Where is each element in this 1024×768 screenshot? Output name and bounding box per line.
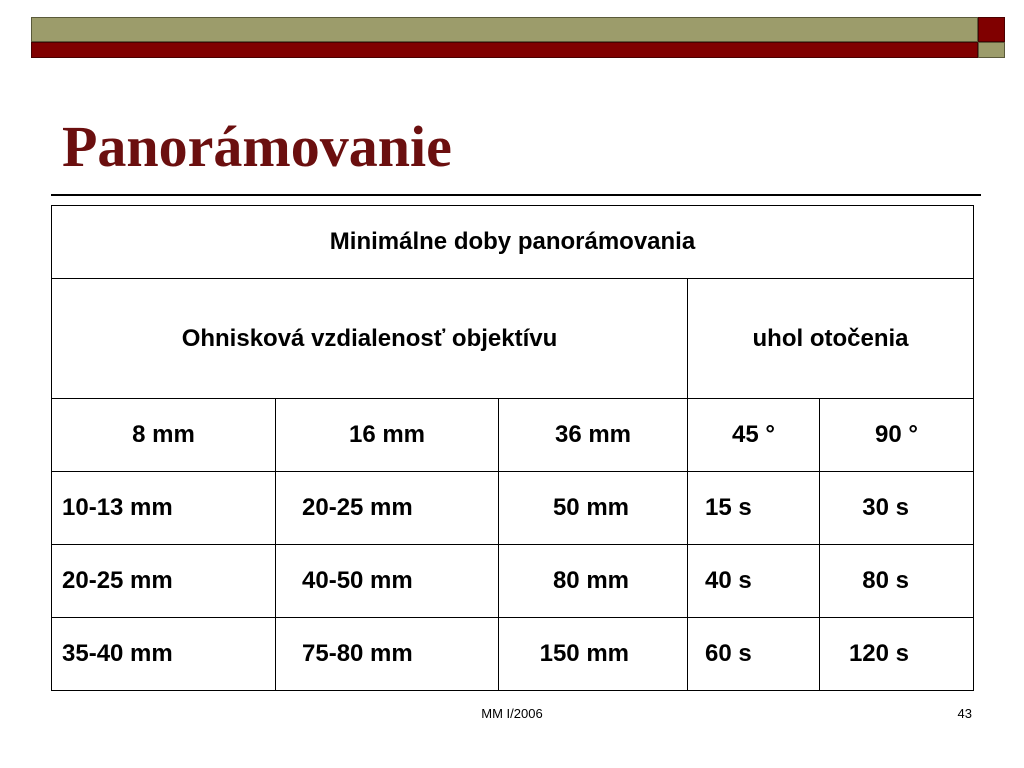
- focal-length-header: Ohnisková vzdialenosť objektívu: [52, 279, 688, 399]
- title-divider: [51, 194, 981, 196]
- olive-bar: [31, 17, 978, 42]
- rotation-angle-header: uhol otočenia: [688, 279, 974, 399]
- table-row: [52, 618, 974, 691]
- footer-label: MM I/2006: [481, 706, 543, 721]
- page-number: 43: [957, 706, 972, 721]
- slide-title: Panorámovanie: [62, 114, 452, 179]
- table-group-row: [52, 279, 974, 399]
- table-cell: 80 mm: [499, 545, 688, 618]
- column-label: 90 °: [820, 399, 974, 472]
- table-cell: 40-50 mm: [276, 545, 499, 618]
- table-cell: 40 s: [688, 545, 820, 618]
- table-row: [52, 472, 974, 545]
- table-cell: 20-25 mm: [276, 472, 499, 545]
- table-row: [52, 545, 974, 618]
- table-cell: 35-40 mm: [52, 618, 276, 691]
- table-cell: 10-13 mm: [52, 472, 276, 545]
- table-cell: 20-25 mm: [52, 545, 276, 618]
- table-cell: 30 s: [820, 472, 974, 545]
- column-label: 8 mm: [52, 399, 276, 472]
- table-heading: Minimálne doby panorámovania: [52, 206, 974, 279]
- maroon-bar: [31, 42, 978, 58]
- header-decoration: [31, 17, 1005, 58]
- column-label: 45 °: [688, 399, 820, 472]
- table-column-labels-row: [52, 399, 974, 472]
- panning-time-table: [51, 205, 974, 691]
- olive-square: [978, 42, 1005, 58]
- table-cell: 50 mm: [499, 472, 688, 545]
- table-heading-row: [52, 206, 974, 279]
- table-cell: 150 mm: [499, 618, 688, 691]
- table-cell: 60 s: [688, 618, 820, 691]
- maroon-square: [978, 17, 1005, 42]
- table-cell: 80 s: [820, 545, 974, 618]
- column-label: 36 mm: [499, 399, 688, 472]
- table-cell: 75-80 mm: [276, 618, 499, 691]
- table-cell: 15 s: [688, 472, 820, 545]
- table-cell: 120 s: [820, 618, 974, 691]
- column-label: 16 mm: [276, 399, 499, 472]
